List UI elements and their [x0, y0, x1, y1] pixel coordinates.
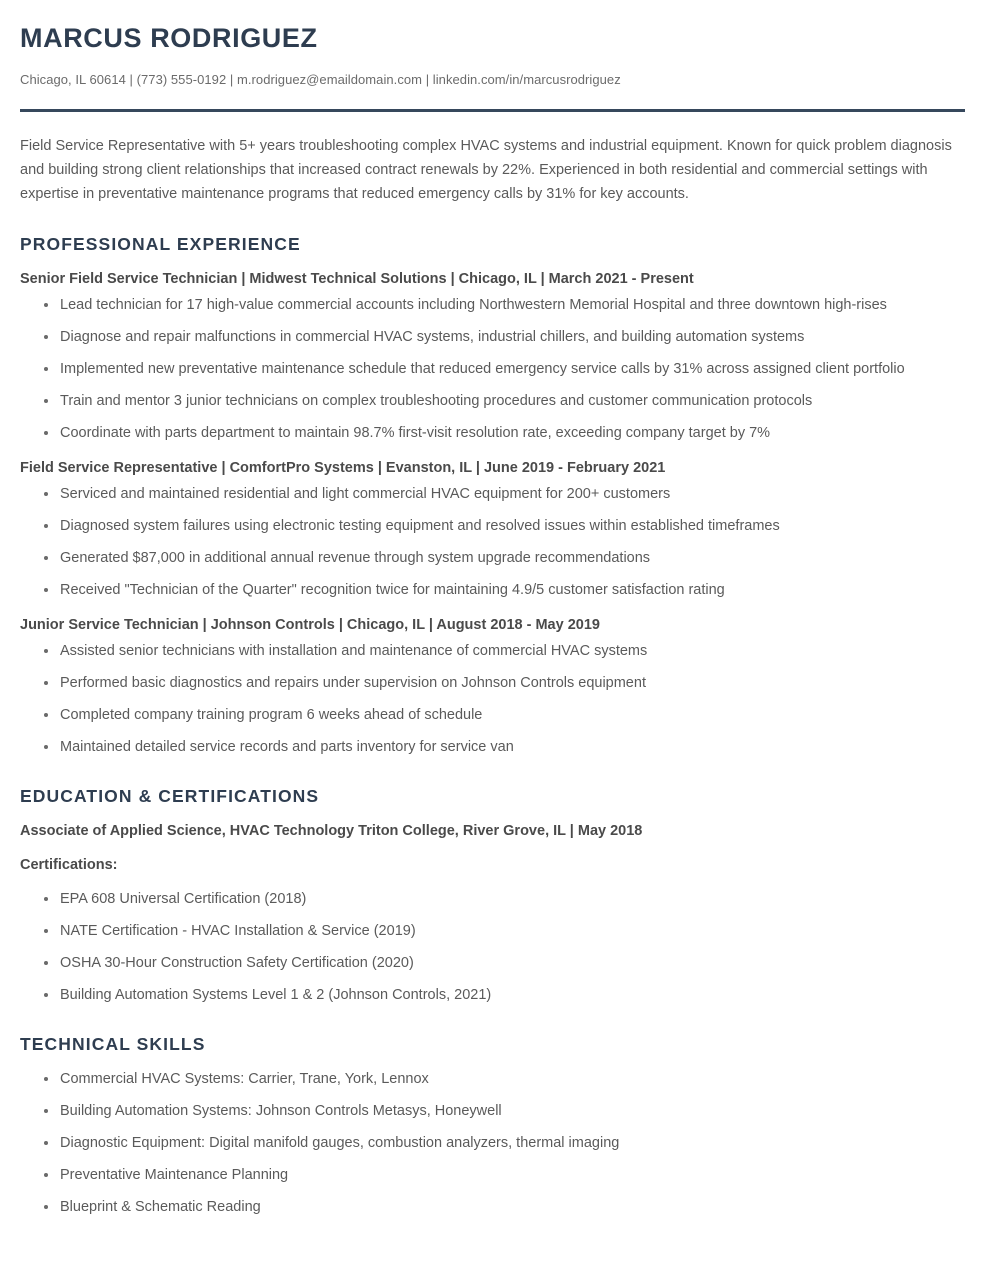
degree-line: Associate of Applied Science, HVAC Technology Triton College, River Grove, IL | May 2018 — [20, 822, 643, 839]
section-heading-skills: TECHNICAL SKILLS — [20, 1033, 206, 1054]
bullet-item: Maintained detailed service records and parts inventory for service van — [20, 737, 965, 758]
professional-summary: Field Service Representative with 5+ years troubleshooting complex HVAC systems and industrial equipment. Known for quick problem diagnosis and building strong client relationships that increased contract renewals by 22%. Experienced in both residential and commercial settings with expertise in preventative maintenance programs that reduced emergency calls by 31% for key accounts. — [20, 137, 952, 202]
header-divider — [20, 109, 965, 112]
bullet-item: Diagnose and repair malfunctions in commercial HVAC systems, industrial chillers, and building automation systems — [20, 327, 965, 348]
bullet-item: Implemented new preventative maintenance schedule that reduced emergency service calls by 31% across assigned client portfolio — [20, 359, 965, 380]
job-entry — [20, 458, 965, 601]
section-education-certifications — [20, 786, 965, 1006]
bullet-item: Building Automation Systems: Johnson Controls Metasys, Honeywell — [20, 1101, 965, 1122]
certifications-label: Certifications: — [20, 856, 118, 873]
bullet-item: OSHA 30-Hour Construction Safety Certification (2020) — [20, 953, 965, 974]
candidate-name: MARCUS RODRIGUEZ — [20, 23, 318, 53]
bullet-item: Serviced and maintained residential and light commercial HVAC equipment for 200+ customers — [20, 484, 965, 505]
skills-list — [20, 1069, 965, 1218]
job-title-line: Senior Field Service Technician | Midwest Technical Solutions | Chicago, IL | March 2021 - Present — [20, 270, 694, 287]
job-entry — [20, 615, 965, 758]
certifications-list — [20, 889, 965, 1006]
bullet-item: Train and mentor 3 junior technicians on complex troubleshooting procedures and customer communication protocols — [20, 391, 965, 412]
section-heading-experience: PROFESSIONAL EXPERIENCE — [20, 233, 301, 254]
bullet-item: Diagnostic Equipment: Digital manifold gauges, combustion analyzers, thermal imaging — [20, 1133, 965, 1154]
bullet-item: Commercial HVAC Systems: Carrier, Trane, York, Lennox — [20, 1069, 965, 1090]
bullet-item: Preventative Maintenance Planning — [20, 1165, 965, 1186]
section-heading-education: EDUCATION & CERTIFICATIONS — [20, 785, 320, 806]
bullet-item: Received "Technician of the Quarter" recognition twice for maintaining 4.9/5 customer satisfaction rating — [20, 580, 965, 601]
job-bullets — [20, 484, 965, 601]
bullet-item: Completed company training program 6 weeks ahead of schedule — [20, 705, 965, 726]
job-bullets — [20, 641, 965, 758]
bullet-item: Blueprint & Schematic Reading — [20, 1197, 965, 1218]
job-bullets — [20, 295, 965, 444]
bullet-item: Lead technician for 17 high-value commercial accounts including Northwestern Memorial Hospital and three downtown high-rises — [20, 295, 965, 316]
resume-header — [20, 24, 965, 112]
bullet-item: Coordinate with parts department to maintain 98.7% first-visit resolution rate, exceeding company target by 7% — [20, 423, 965, 444]
bullet-item: Building Automation Systems Level 1 & 2 (Johnson Controls, 2021) — [20, 985, 965, 1006]
section-professional-experience — [20, 234, 965, 758]
bullet-item: Diagnosed system failures using electronic testing equipment and resolved issues within established timeframes — [20, 516, 965, 537]
job-entry — [20, 269, 965, 444]
contact-line: Chicago, IL 60614 | (773) 555-0192 | m.rodriguez@emaildomain.com | linkedin.com/in/marcusrodriguez — [20, 71, 621, 87]
bullet-item: Performed basic diagnostics and repairs under supervision on Johnson Controls equipment — [20, 673, 965, 694]
job-title-line: Field Service Representative | ComfortPro Systems | Evanston, IL | June 2019 - February 2021 — [20, 459, 666, 476]
bullet-item: EPA 608 Universal Certification (2018) — [20, 889, 965, 910]
bullet-item: Generated $87,000 in additional annual revenue through system upgrade recommendations — [20, 548, 965, 569]
job-title-line: Junior Service Technician | Johnson Controls | Chicago, IL | August 2018 - May 2019 — [20, 616, 600, 633]
section-technical-skills — [20, 1034, 965, 1218]
bullet-item: Assisted senior technicians with installation and maintenance of commercial HVAC systems — [20, 641, 965, 662]
bullet-item: NATE Certification - HVAC Installation & Service (2019) — [20, 921, 965, 942]
